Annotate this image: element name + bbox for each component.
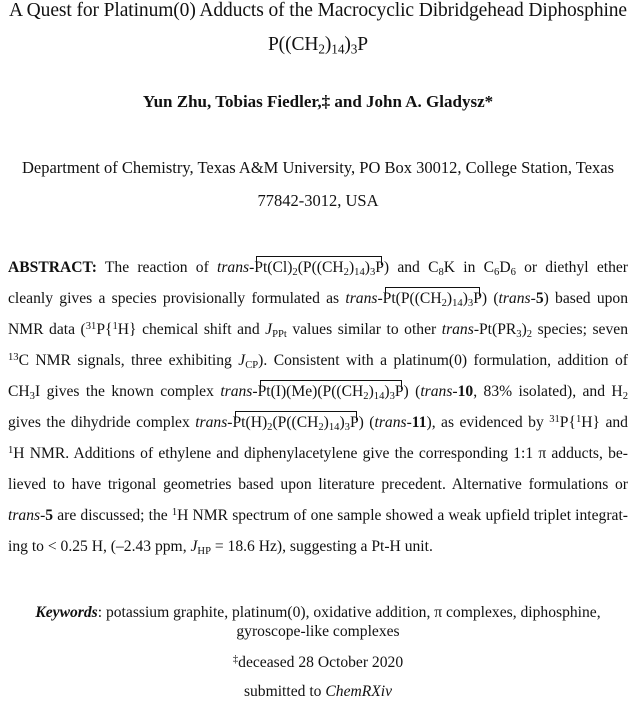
- abstract-line: lieved to have trigonal geometries based upon literature precedent. Alternative formulations or: [8, 476, 628, 493]
- abstract-line: cleanly gives a species provisionally formulated as trans-$Pt(P((CH_2)_{14})_3P)$ (trans-5) based upon: [8, 290, 629, 309]
- abstract-line: trans-5 are discussed; the $^1$H NMR spectrum of one sample showed a weak upfield triplet integrat-: [8, 507, 628, 524]
- affiliation-line-1: Department of Chemistry, Texas A&M University, PO Box 30012, College Station, Texas: [21, 158, 615, 177]
- abstract-line: ing to < 0.25 H, (–2.43 ppm, $J_{HP} = 18.6$ Hz), suggesting a Pt-H unit.: [8, 538, 433, 557]
- deceased-footnote: ‡deceased 28 October 2020: [232, 654, 404, 671]
- keywords-line-1: [0, 604, 636, 622]
- abstract-line: gives the dihydride complex trans-$Pt(H)_2(P((CH_2)_{14})_3P)$ (trans-11), as evidenced by $^{31}$P{$^1$H} and: [8, 414, 628, 433]
- abstract-line: ABSTRACT: The reaction of trans-$Pt(Cl)_2(P((CH_2)_{14})_3P)$ and $C_8K$ in $C_6D_6$ or diethyl ether: [8, 259, 628, 278]
- authors: Yun Zhu, Tobias Fiedler,‡ and John A. Gladysz*: [142, 92, 494, 111]
- abstract-line: $CH_3I$ gives the known complex trans-$Pt(I)(Me)(P((CH_2)_{14})_3P)$ (trans-10, 83% isolated), and $H_2$: [8, 383, 628, 402]
- abstract-line: $^{13}$C NMR signals, three exhibiting $J_{CP}$). Consistent with a platinum(0) formulation, addition of: [8, 352, 628, 371]
- submission-note: [0, 683, 636, 701]
- submission-prefix: submitted to: [243, 683, 326, 700]
- affiliation-line-2: 77842-3012, USA: [257, 191, 379, 210]
- paper-title-line-2: $P((CH_2)_{14})_3P$: [267, 34, 369, 57]
- keywords-label: Keywords: [35, 604, 98, 621]
- keywords-line-2: gyroscope-like complexes: [236, 623, 400, 640]
- submission-venue: ChemRXiv: [325, 683, 393, 700]
- keywords-text: : potassium graphite, platinum(0), oxidative addition, π complexes, diphosphine,: [97, 604, 601, 621]
- paper-title-line-1: A Quest for Platinum(0) Adducts of the Macrocyclic Dibridgehead Diphosphine: [9, 0, 627, 21]
- abstract-line: NMR data ($^{31}$P{$^1$H} chemical shift and $J_{PPt}$ values similar to other trans-$Pt(PR_3)_2$ species; seven: [8, 321, 628, 340]
- abstract-line: $^1$H NMR. Additions of ethylene and diphenylacetylene give the corresponding 1:1 π adducts, be-: [8, 445, 628, 462]
- abstract-heading: ABSTRACT:: [8, 259, 97, 276]
